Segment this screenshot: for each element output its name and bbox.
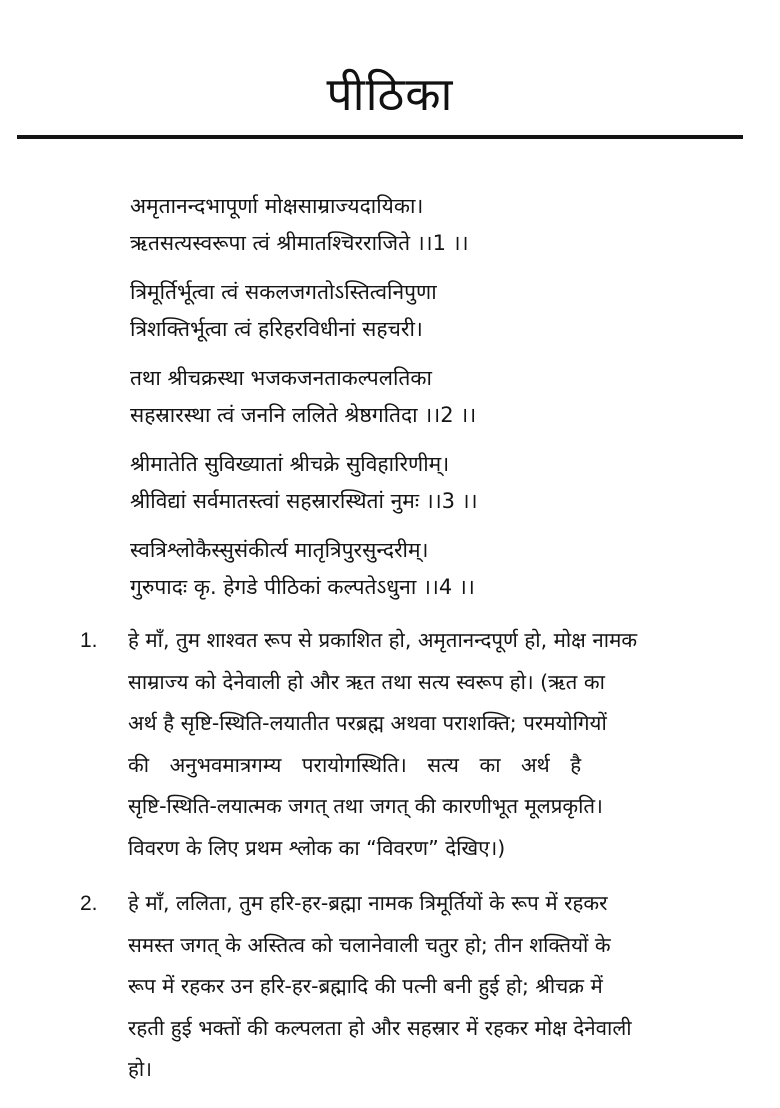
page-title: पीठिका <box>326 67 454 121</box>
verse-line: त्रिमूर्तिर्भूत्वा त्वं सकलजगतोऽस्तित्वनिपुणा <box>130 280 437 304</box>
verse-2b <box>130 360 690 434</box>
commentary-paragraph-2 <box>80 883 750 1091</box>
paragraph-line: अर्थ है सृष्टि-स्थिति-लयातीत परब्रह्म अथवा पराशक्ति; परमयोगियों <box>128 711 607 735</box>
paragraph-body <box>128 620 750 869</box>
verse-line: गुरुपादः कृ. हेगडे पीठिकां कल्पतेऽधुना ।।4 ।। <box>130 575 475 599</box>
verse-3 <box>130 446 690 520</box>
commentary-paragraph-1 <box>80 620 750 869</box>
verse-line: श्रीमातेति सुविख्यातां श्रीचक्रे सुविहारिणीम्। <box>130 452 450 476</box>
paragraph-line: सृष्टि-स्थिति-लयात्मक जगत् तथा जगत् की कारणीभूत मूलप्रकृति। <box>128 794 603 818</box>
paragraph-line: हे माँ, तुम शाश्वत रूप से प्रकाशित हो, अमृतानन्दपूर्ण हो, मोक्ष नामक <box>128 628 638 652</box>
verse-line: सहस्रारस्था त्वं जननि ललिते श्रेष्ठगतिदा ।।2 ।। <box>130 403 477 427</box>
paragraph-line: रहती हुई भक्तों की कल्पलता हो और सहस्रार में रहकर मोक्ष देनेवाली <box>128 1015 632 1040</box>
verse-2a <box>130 274 690 348</box>
verse-line: तथा श्रीचक्रस्था भजकजनताकल्पलतिका <box>130 366 432 390</box>
verse-line: श्रीविद्यां सर्वमातस्त्वां सहस्रारस्थितां नुमः ।।3 ।। <box>130 489 478 513</box>
verse-line: ऋतसत्यस्वरूपा त्वं श्रीमातश्चिरराजिते ।।1 ।। <box>130 231 469 255</box>
paragraph-number: 2. <box>80 892 98 915</box>
verse-4 <box>130 532 690 606</box>
verse-block <box>130 188 690 618</box>
paragraph-line: की अनुभवमात्रगम्य परायोगस्थिति। सत्य का अर्थ है <box>128 752 582 777</box>
paragraph-line: समस्त जगत् के अस्तित्व को चलानेवाली चतुर हो; तीन शक्तियों के <box>128 932 611 957</box>
paragraph-line: हे माँ, ललिता, तुम हरि-हर-ब्रह्मा नामक त्रिमूर्तियों के रूप में रहकर <box>128 891 608 915</box>
verse-line: स्वत्रिश्लोकैस्सुसंकीर्त्य मातृत्रिपुरसुन्दरीम्। <box>130 538 429 562</box>
title-divider <box>17 135 743 139</box>
paragraph-number: 1. <box>80 629 98 652</box>
commentary-block <box>80 620 750 1105</box>
paragraph-line: साम्राज्य को देनेवाली हो और ऋत तथा सत्य स्वरूप हो। (ऋत का <box>128 669 605 694</box>
paragraph-line: विवरण के लिए प्रथम श्लोक का “विवरण” देखिए।) <box>128 835 506 860</box>
paragraph-line: हो। <box>128 1057 152 1081</box>
paragraph-line: रूप में रहकर उन हरि-हर-ब्रह्मादि की पत्नी बनी हुई हो; श्रीचक्र में <box>128 974 603 998</box>
verse-1 <box>130 188 690 262</box>
verse-line: अमृतानन्दभापूर्णा मोक्षसाम्राज्यदायिका। <box>130 194 424 218</box>
verse-line: त्रिशक्तिर्भूत्वा त्वं हरिहरविधीनां सहचरी। <box>130 317 423 341</box>
paragraph-body <box>128 883 750 1091</box>
